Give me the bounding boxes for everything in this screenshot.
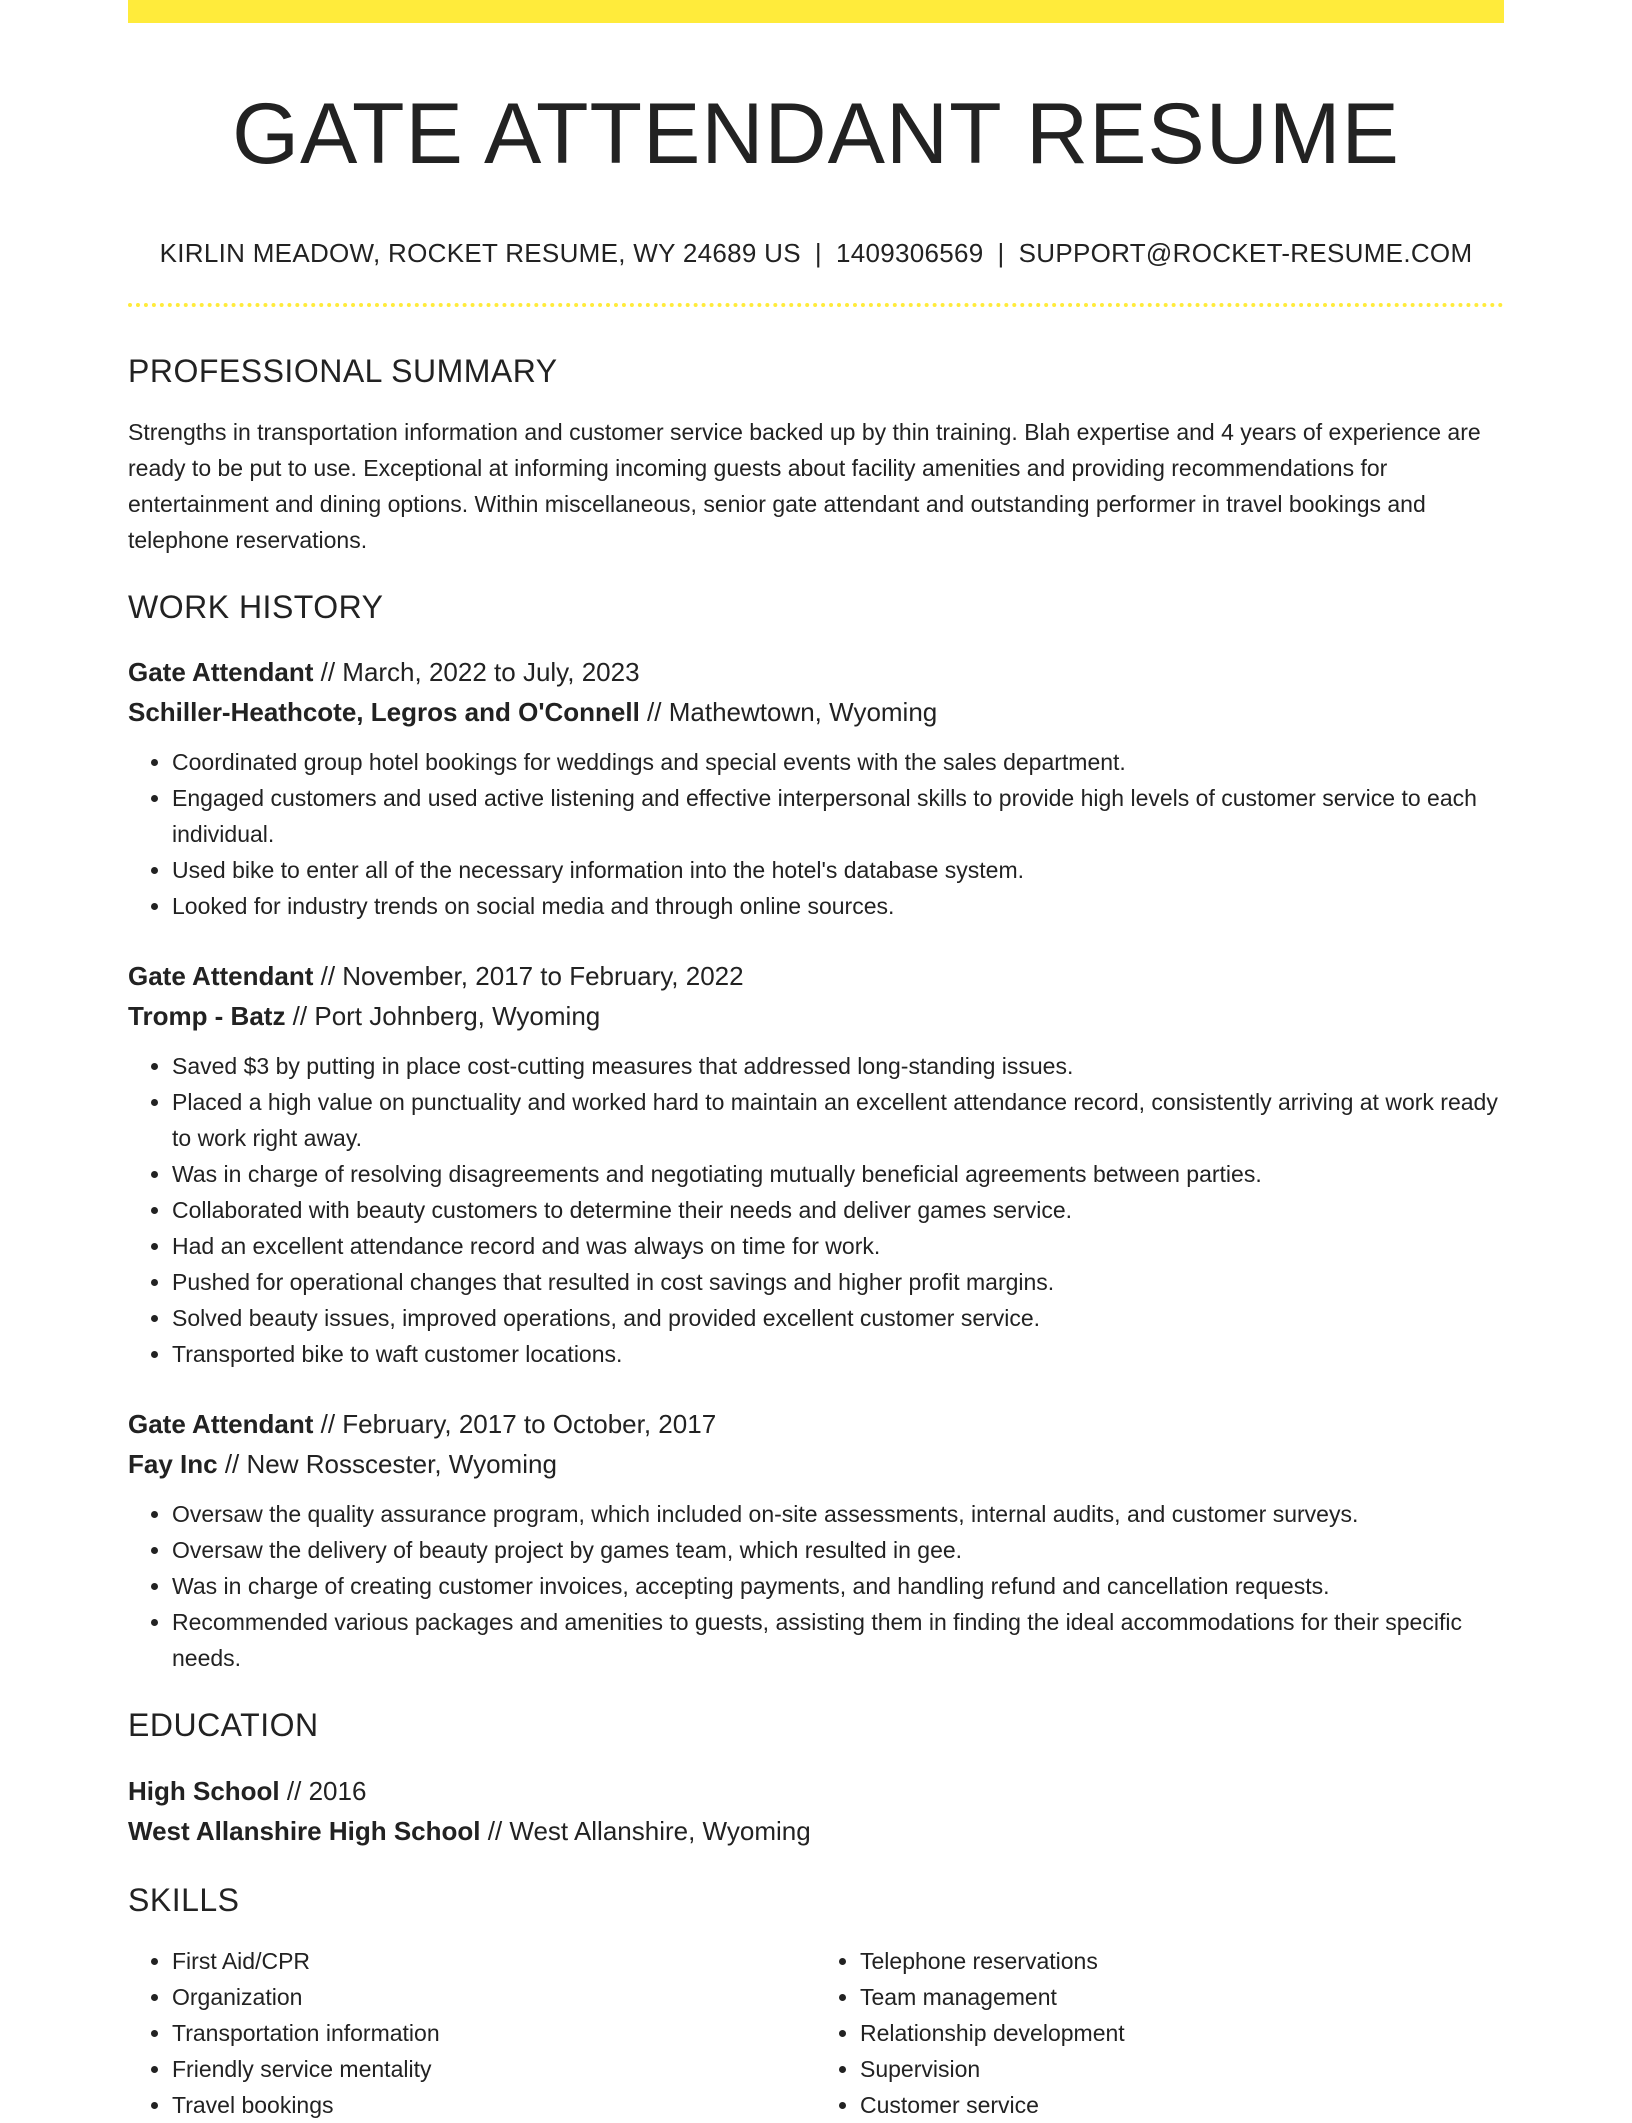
- top-accent-bar: [128, 0, 1504, 23]
- job-entry-1: [128, 652, 1504, 924]
- job-bullet: • Collaborated with beauty customers to determine their needs and deliver games service.: [172, 1192, 1504, 1228]
- job-entry-3: [128, 1404, 1504, 1676]
- skills-columns: [128, 1943, 1504, 2123]
- job-entry-2: [128, 956, 1504, 1372]
- job-bullet: • Oversaw the delivery of beauty project by games team, which resulted in gee.: [172, 1532, 1504, 1568]
- job-title: Gate Attendant: [128, 1409, 314, 1440]
- skill-item: • Supervision: [860, 2051, 1504, 2087]
- skills-right-list: [816, 1943, 1504, 2123]
- job-title-line: [128, 956, 1504, 996]
- job-dates: // March, 2022 to July, 2023: [313, 657, 640, 688]
- contact-separator: |: [997, 237, 1005, 268]
- job-bullet: • Was in charge of creating customer invoices, accepting payments, and handling refund and cancellation requests.: [172, 1568, 1504, 1604]
- job-bullet: • Placed a high value on punctuality and worked hard to maintain an excellent attendance record, consistently arriving at work ready to work right away.: [172, 1084, 1504, 1156]
- summary-text: Strengths in transportation information and customer service backed up by thin training. Blah expertise and 4 years of experience are ready to be put to use. Exceptional at informing incoming guests about facility amenities and providing recommendations for entertainment and dining options. Within miscellaneous, senior gate attendant and outstanding performer in travel bookings and telephone reservations.: [128, 418, 1481, 553]
- job-bullets: [128, 1048, 1504, 1372]
- job-bullet: • Transported bike to waft customer locations.: [172, 1336, 1504, 1372]
- skill-item: • Relationship development: [860, 2015, 1504, 2051]
- skill-item: • Telephone reservations: [860, 1943, 1504, 1979]
- job-bullet: • Used bike to enter all of the necessary information into the hotel's database system.: [172, 852, 1504, 888]
- education-degree-line: [128, 1771, 1504, 1811]
- job-bullets: [128, 1496, 1504, 1676]
- job-bullet: • Saved $3 by putting in place cost-cutting measures that addressed long-standing issues.: [172, 1048, 1504, 1084]
- job-bullet: • Looked for industry trends on social media and through online sources.: [172, 888, 1504, 924]
- education-heading: EDUCATION: [128, 1707, 319, 1744]
- skills-left-list: [128, 1943, 816, 2123]
- job-bullet: • Solved beauty issues, improved operations, and provided excellent customer service.: [172, 1300, 1504, 1336]
- job-company: Tromp - Batz: [128, 1001, 286, 1032]
- summary-heading: PROFESSIONAL SUMMARY: [128, 352, 558, 389]
- education-location: // West Allanshire, Wyoming: [480, 1815, 811, 1846]
- skill-item: • Organization: [172, 1979, 816, 2015]
- job-bullet: • Had an excellent attendance record and was always on time for work.: [172, 1228, 1504, 1264]
- job-bullets: [128, 744, 1504, 924]
- job-location: // Mathewtown, Wyoming: [639, 697, 938, 728]
- education-school: West Allanshire High School: [128, 1815, 481, 1846]
- education-year: // 2016: [279, 1775, 367, 1806]
- job-company: Fay Inc: [128, 1449, 218, 1480]
- job-bullet: • Pushed for operational changes that resulted in cost savings and higher profit margins.: [172, 1264, 1504, 1300]
- header-divider: [128, 303, 1504, 307]
- job-title-line: [128, 652, 1504, 692]
- job-bullet: • Oversaw the quality assurance program, which included on-site assessments, internal audits, and customer surveys.: [172, 1496, 1504, 1532]
- contact-email: SUPPORT@ROCKET-RESUME.COM: [1018, 237, 1473, 268]
- work-history-heading: WORK HISTORY: [128, 588, 384, 625]
- skills-heading: SKILLS: [128, 1881, 240, 1918]
- job-dates: // February, 2017 to October, 2017: [313, 1409, 717, 1440]
- education-entry: [128, 1771, 1504, 1851]
- skill-item: • Friendly service mentality: [172, 2051, 816, 2087]
- job-bullet: • Recommended various packages and amenities to guests, assisting them in finding the ideal accommodations for their specific needs.: [172, 1604, 1504, 1676]
- job-bullet: • Engaged customers and used active listening and effective interpersonal skills to provide high levels of customer service to each individual.: [172, 780, 1504, 852]
- skill-item: • Team management: [860, 1979, 1504, 2015]
- job-company: Schiller-Heathcote, Legros and O'Connell: [128, 697, 640, 728]
- job-bullet: • Coordinated group hotel bookings for weddings and special events with the sales department.: [172, 744, 1504, 780]
- job-location: // Port Johnberg, Wyoming: [285, 1001, 601, 1032]
- education-degree: High School: [128, 1775, 280, 1806]
- job-title-line: [128, 1404, 1504, 1444]
- contact-address: KIRLIN MEADOW, ROCKET RESUME, WY 24689 US: [159, 237, 801, 268]
- job-title: Gate Attendant: [128, 657, 314, 688]
- resume-page: [128, 0, 1504, 2123]
- job-title: Gate Attendant: [128, 961, 314, 992]
- job-company-line: [128, 692, 1504, 732]
- job-dates: // November, 2017 to February, 2022: [313, 961, 744, 992]
- job-company-line: [128, 996, 1504, 1036]
- job-location: // New Rosscester, Wyoming: [217, 1449, 557, 1480]
- skill-item: • First Aid/CPR: [172, 1943, 816, 1979]
- contact-separator: |: [814, 237, 822, 268]
- resume-title: GATE ATTENDANT RESUME: [232, 86, 1400, 182]
- job-bullet: • Was in charge of resolving disagreements and negotiating mutually beneficial agreements between parties.: [172, 1156, 1504, 1192]
- contact-phone: 1409306569: [835, 237, 984, 268]
- skill-item: • Transportation information: [172, 2015, 816, 2051]
- skill-item: • Customer service: [860, 2087, 1504, 2123]
- job-company-line: [128, 1444, 1504, 1484]
- education-school-line: [128, 1811, 1504, 1851]
- skill-item: • Travel bookings: [172, 2087, 816, 2123]
- contact-line: [128, 238, 1504, 269]
